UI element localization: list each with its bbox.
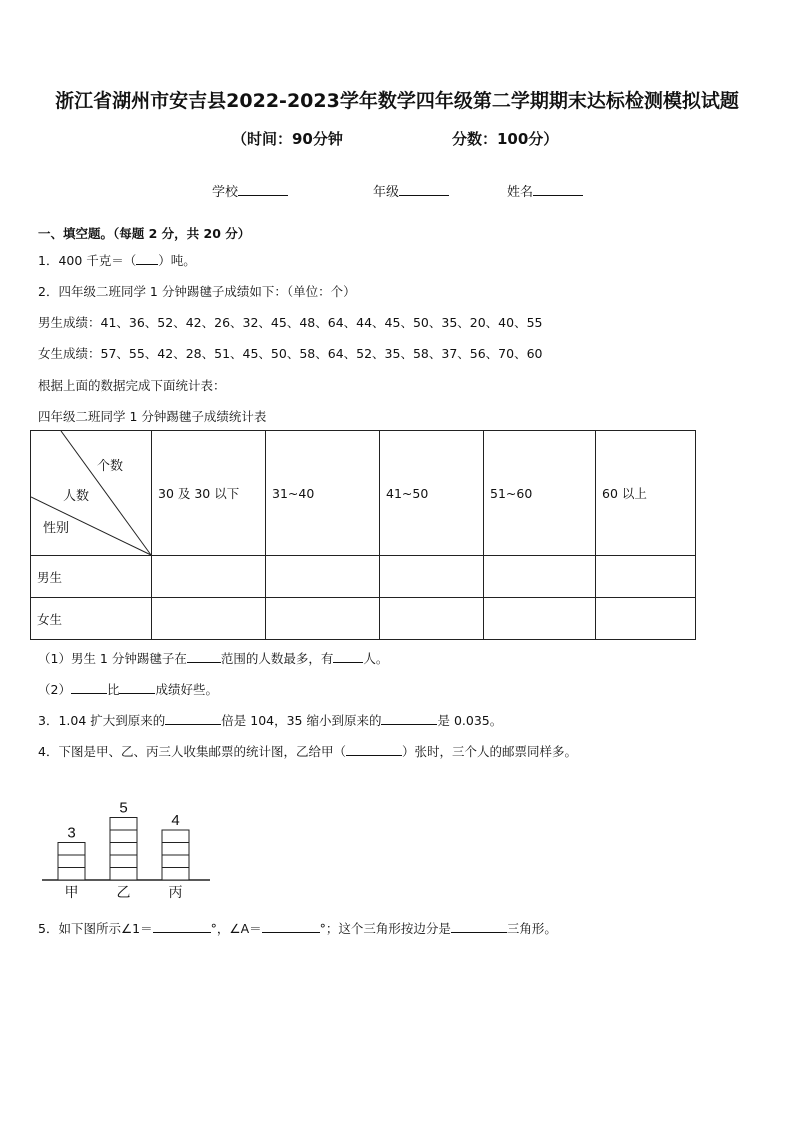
- table-cell[interactable]: [484, 556, 596, 598]
- q5-blank-2: [262, 920, 320, 933]
- row-label-boys: 男生: [31, 556, 152, 598]
- table-row: [31, 556, 696, 598]
- q1-text-b: ）吨。: [158, 253, 196, 268]
- col-header-41-50: 41~50: [380, 431, 484, 556]
- q5-blank-3: [451, 920, 507, 933]
- exam-title: 浙江省湖州市安吉县2022-2023学年数学四年级第二学期期末达标检测模拟试题: [55, 90, 739, 112]
- section-heading: 一、填空题。（每题 2 分，共 20 分）: [38, 226, 251, 241]
- table-cell[interactable]: [596, 598, 696, 640]
- q5-text-a: 5．如下图所示∠1＝: [38, 921, 153, 936]
- q2-sub1-text-b: 范围的人数最多，有: [220, 651, 334, 666]
- q5-text-c: °；这个三角形按边分是: [319, 921, 451, 936]
- bar-value-label: 3: [67, 824, 76, 842]
- col-header-30-below: 30 及 30 以下: [152, 431, 266, 556]
- grade-field: [373, 181, 449, 200]
- table-cell[interactable]: [266, 556, 380, 598]
- q2-sub2-text-c: 成绩好些。: [155, 682, 218, 697]
- table-cell[interactable]: [380, 556, 484, 598]
- bar-block: [162, 868, 189, 881]
- q3-blank-2: [381, 712, 437, 725]
- table-row: [31, 598, 696, 640]
- table-header-row: [31, 431, 696, 556]
- bar-block: [162, 843, 189, 856]
- q2-sub1-text-c: 人。: [363, 651, 389, 666]
- diag-gender-label: 性别: [43, 521, 70, 536]
- q3-text-a: 3．1.04 扩大到原来的: [38, 713, 166, 728]
- name-field: [507, 181, 583, 200]
- q2-sub2-text-a: （2）: [38, 682, 71, 697]
- chart-bar: [162, 830, 189, 880]
- bar-value-label: 5: [119, 799, 128, 817]
- q2-sub2-text-b: 比: [106, 682, 120, 697]
- q3-text-c: 是 0.035。: [437, 713, 503, 728]
- col-header-60-above: 60 以上: [596, 431, 696, 556]
- school-blank: [238, 183, 288, 196]
- q1-text-a: 1．400 千克＝（: [38, 253, 137, 268]
- diag-people-label: 人数: [63, 489, 90, 504]
- bar-block: [110, 843, 137, 856]
- grade-blank: [399, 183, 449, 196]
- bar-block: [58, 868, 85, 881]
- bar-value-label: 4: [171, 812, 180, 829]
- chart-bar: [58, 843, 85, 881]
- category-label: 丙: [168, 885, 183, 901]
- question-5: [38, 919, 557, 937]
- q5-blank-1: [153, 920, 211, 933]
- bar-block: [162, 855, 189, 868]
- chart-bar: [110, 818, 137, 881]
- name-blank: [533, 183, 583, 196]
- diagonal-header-cell: [31, 431, 152, 556]
- table-cell[interactable]: [596, 556, 696, 598]
- q1-blank: [136, 252, 158, 265]
- question-2-intro: 2．四年级二班同学 1 分钟踢毽子成绩如下：（单位：个）: [38, 284, 356, 299]
- q4-text-a: 4．下图是甲、乙、丙三人收集邮票的统计图，乙给甲（: [38, 744, 346, 759]
- q5-text-d: 三角形。: [506, 921, 557, 936]
- table-cell[interactable]: [266, 598, 380, 640]
- row-label-girls: 女生: [31, 598, 152, 640]
- boys-scores: 男生成绩：41、36、52、42、26、32、45、48、64、44、45、50、35、20、40、55: [38, 315, 543, 330]
- bar-block: [110, 868, 137, 881]
- bar-block: [110, 855, 137, 868]
- girls-scores: 女生成绩：57、55、42、28、51、45、50、58、64、52、35、58、37、56、70、60: [38, 346, 543, 361]
- bar-block: [110, 818, 137, 831]
- bar-block: [58, 855, 85, 868]
- stamp-bar-chart: [38, 770, 218, 905]
- q3-blank-1: [165, 712, 221, 725]
- col-header-51-60: 51~60: [484, 431, 596, 556]
- question-2-sub2: [38, 680, 218, 698]
- stats-table: [30, 430, 696, 640]
- question-2-sub1: [38, 649, 388, 667]
- bar-block: [110, 830, 137, 843]
- question-3: [38, 711, 502, 729]
- category-label: 乙: [116, 885, 131, 901]
- q4-text-b: ）张时，三个人的邮票同样多。: [401, 744, 577, 759]
- school-field: [212, 181, 288, 200]
- bar-block: [58, 843, 85, 856]
- question-4: [38, 742, 577, 760]
- table-cell[interactable]: [484, 598, 596, 640]
- bar-block: [162, 830, 189, 843]
- q2-sub2-blank-1: [71, 681, 107, 694]
- q2-sub1-blank-1: [187, 650, 221, 663]
- school-label: 学校: [212, 185, 239, 200]
- col-header-31-40: 31~40: [266, 431, 380, 556]
- q4-blank: [346, 743, 402, 756]
- diag-count-label: 个数: [97, 459, 124, 474]
- grade-label: 年级: [373, 185, 400, 200]
- q2-sub2-blank-2: [119, 681, 155, 694]
- exam-score: 分数：100分）: [452, 130, 559, 148]
- table-cell[interactable]: [380, 598, 484, 640]
- name-label: 姓名: [507, 185, 534, 200]
- q2-sub1-blank-2: [333, 650, 363, 663]
- exam-time: （时间：90分钟: [232, 130, 343, 148]
- q3-text-b: 倍是 104，35 缩小到原来的: [221, 713, 382, 728]
- table-cell[interactable]: [152, 598, 266, 640]
- q2-sub1-text-a: （1）男生 1 分钟踢毽子在: [38, 651, 187, 666]
- diagonal-lines: [31, 431, 152, 556]
- q5-text-b: °，∠A＝: [210, 921, 262, 936]
- table-instruction: 根据上面的数据完成下面统计表：: [38, 378, 226, 393]
- category-label: 甲: [64, 885, 79, 901]
- question-1: [38, 251, 196, 269]
- table-cell[interactable]: [152, 556, 266, 598]
- table-title: 四年级二班同学 1 分钟踢毽子成绩统计表: [38, 409, 267, 424]
